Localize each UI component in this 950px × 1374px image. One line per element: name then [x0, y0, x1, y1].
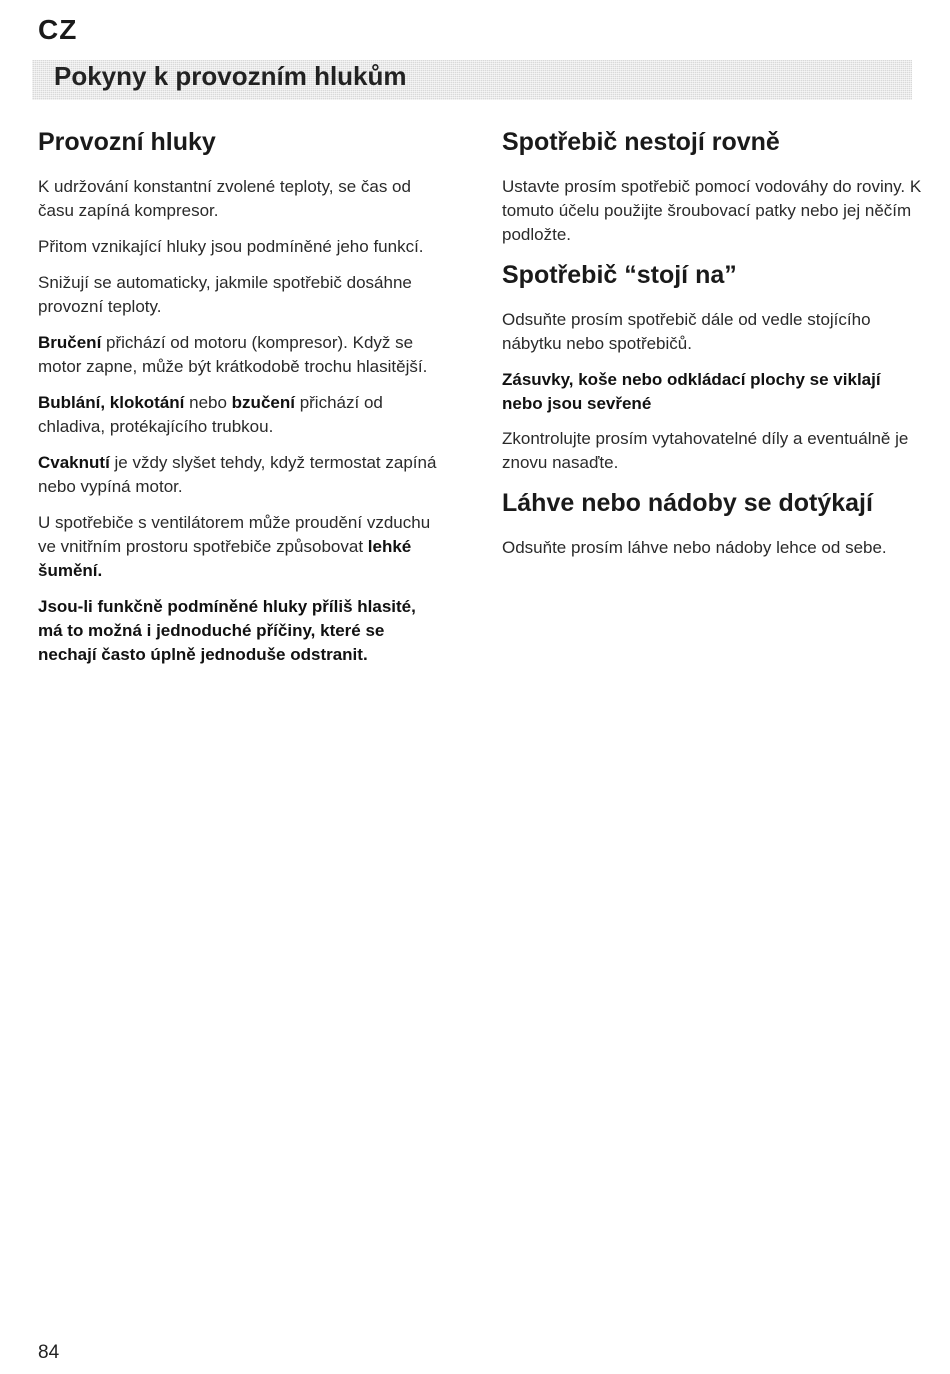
paragraph-noise-function: Přitom vznikající hluky jsou podmíněné jeho funkcí. — [38, 237, 424, 256]
right-column — [502, 128, 922, 572]
paragraph-fan — [38, 511, 438, 583]
page-number: 84 — [38, 1342, 60, 1363]
paragraph-humming — [38, 331, 438, 379]
loud-noises-text: Jsou-li funkčně podmíněné hluky příliš hlasité, má to možná i jednoduché příčiny, které se nechají často úplně jednoduše odstranit. — [38, 597, 416, 664]
paragraph-compressor: K udržování konstantní zvolené teploty, se čas od času zapíná kompresor. — [38, 177, 411, 220]
paragraph-move-away: Odsuňte prosím spotřebič dále od vedle stojícího nábytku nebo spotřebičů. — [502, 310, 871, 353]
heading-operating-noises: Provozní hluky — [38, 128, 216, 156]
term-bubbling: Bublání, klokotání — [38, 393, 185, 412]
paragraph-check-parts: Zkontrolujte prosím vytahovatelné díly a eventuálně je znovu nasaďte. — [502, 429, 909, 472]
clicking-text: je vždy slyšet tehdy, když termostat zapíná nebo vypíná motor. — [38, 453, 437, 496]
humming-text: přichází od motoru (kompresor). Když se motor zapne, může být krátkodobě trochu hlasitější. — [38, 333, 428, 376]
term-light-rustle: lehké šumění. — [38, 537, 412, 580]
paragraph-clicking — [38, 451, 438, 499]
paragraph-level: Ustavte prosím spotřebič pomocí vodováhy do roviny. K tomuto účelu použijte šroubovací patky nebo jej něčím podložte. — [502, 177, 922, 244]
term-clicking: Cvaknutí — [38, 453, 110, 472]
section-banner — [32, 60, 912, 100]
paragraph-bubbling — [38, 391, 438, 439]
language-code: CZ — [38, 14, 78, 45]
heading-not-level: Spotřebič nestojí rovně — [502, 128, 780, 156]
paragraph-loud-noises — [38, 595, 438, 667]
page-title: Pokyny k provozním hlukům — [54, 61, 407, 91]
paragraph-bottles: Odsuňte prosím láhve nebo nádoby lehce od sebe. — [502, 538, 887, 557]
bubbling-connector: nebo — [184, 393, 232, 412]
term-buzzing: bzučení — [231, 393, 295, 412]
subheading-drawers: Zásuvky, koše nebo odkládací plochy se viklají nebo jsou sevřené — [502, 370, 881, 413]
term-humming: Bručení — [38, 333, 102, 352]
bubbling-text: přichází od chladiva, protékajícího trubkou. — [38, 393, 383, 436]
left-column — [38, 128, 438, 679]
fan-text: U spotřebiče s ventilátorem může proudění vzduchu ve vnitřním prostoru spotřebiče způsobovat — [38, 513, 431, 556]
paragraph-noise-reduce: Snižují se automaticky, jakmile spotřebič dosáhne provozní teploty. — [38, 273, 412, 316]
heading-bottles: Láhve nebo nádoby se dotýkají — [502, 489, 873, 517]
heading-touching: Spotřebič “stojí na” — [502, 261, 737, 289]
